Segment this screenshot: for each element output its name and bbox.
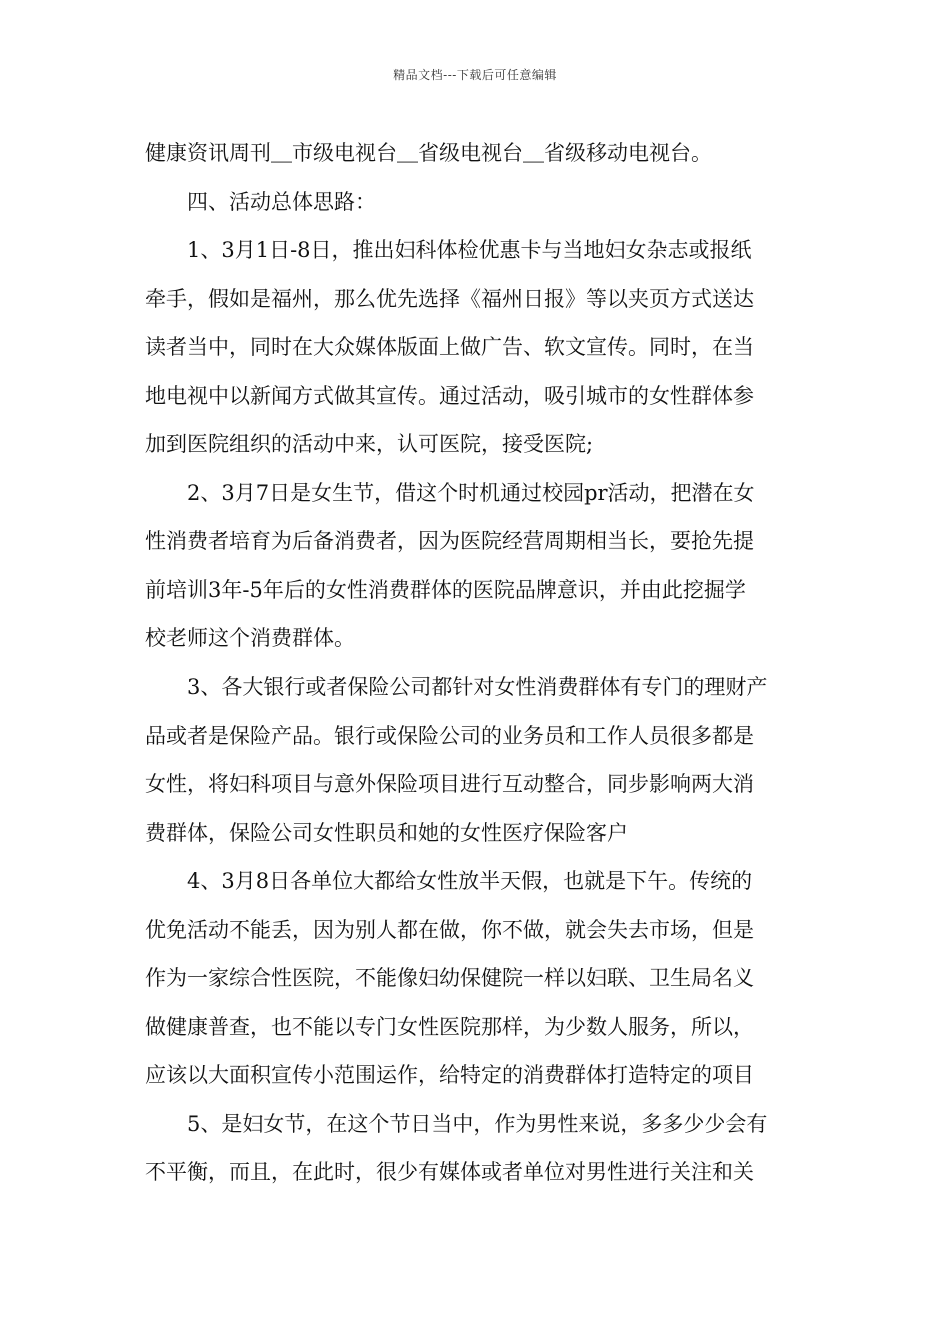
text-line: 不平衡，而且，在此时，很少有媒体或者单位对男性进行关注和关 xyxy=(145,1160,754,1185)
text-line: 2、3月7日是女生节，借这个时机通过校园pr活动，把潜在女 xyxy=(187,480,755,505)
page-header: 精品文档---下载后可任意编辑 xyxy=(393,68,557,82)
text-line: 5、是妇女节，在这个节日当中，作为男性来说，多多少少会有 xyxy=(187,1111,768,1136)
text-line: 作为一家综合性医院，不能像妇幼保健院一样以妇联、卫生局名义 xyxy=(145,966,754,991)
text-line: 女性，将妇科项目与意外保险项目进行互动整合，同步影响两大消 xyxy=(145,772,754,797)
text-line: 品或者是保险产品。银行或保险公司的业务员和工作人员很多都是 xyxy=(145,723,754,748)
text-line: 1、3月1日-8日，推出妇科体检优惠卡与当地妇女杂志或报纸 xyxy=(187,238,752,263)
text-line: 费群体，保险公司女性职员和她的女性医疗保险客户 xyxy=(145,820,628,845)
document-body xyxy=(145,135,811,1203)
text-line: 健康资讯周刊＿市级电视台＿省级电视台＿省级移动电视台。 xyxy=(145,141,712,165)
text-line: 加到医院组织的活动中来，认可医院，接受医院; xyxy=(145,432,594,457)
text-line: 前培训3年-5年后的女性消费群体的医院品牌意识，并由此挖掘学 xyxy=(145,577,746,602)
text-line: 性消费者培育为后备消费者，因为医院经营周期相当长，要抢先提 xyxy=(145,529,754,554)
text-line: 校老师这个消费群体。 xyxy=(145,626,355,651)
text-line: 4、3月8日各单位大都给女性放半天假，也就是下午。传统的 xyxy=(187,869,753,894)
text-line: 地电视中以新闻方式做其宣传。通过活动，吸引城市的女性群体参 xyxy=(145,383,754,408)
text-line: 做健康普查，也不能以专门女性医院那样，为少数人服务，所以， xyxy=(145,1014,754,1039)
text-line: 应该以大面积宣传小范围运作，给特定的消费群体打造特定的项目 xyxy=(145,1063,754,1088)
text-line: 四、活动总体思路： xyxy=(187,189,376,214)
text-line: 优免活动不能丢，因为别人都在做，你不做，就会失去市场，但是 xyxy=(145,917,754,942)
text-line: 3、各大银行或者保险公司都针对女性消费群体有专门的理财产 xyxy=(187,675,768,700)
text-line: 牵手，假如是福州，那么优先选择《福州日报》等以夹页方式送达 xyxy=(145,286,754,311)
text-line: 读者当中，同时在大众媒体版面上做广告、软文宣传。同时，在当 xyxy=(145,335,754,360)
